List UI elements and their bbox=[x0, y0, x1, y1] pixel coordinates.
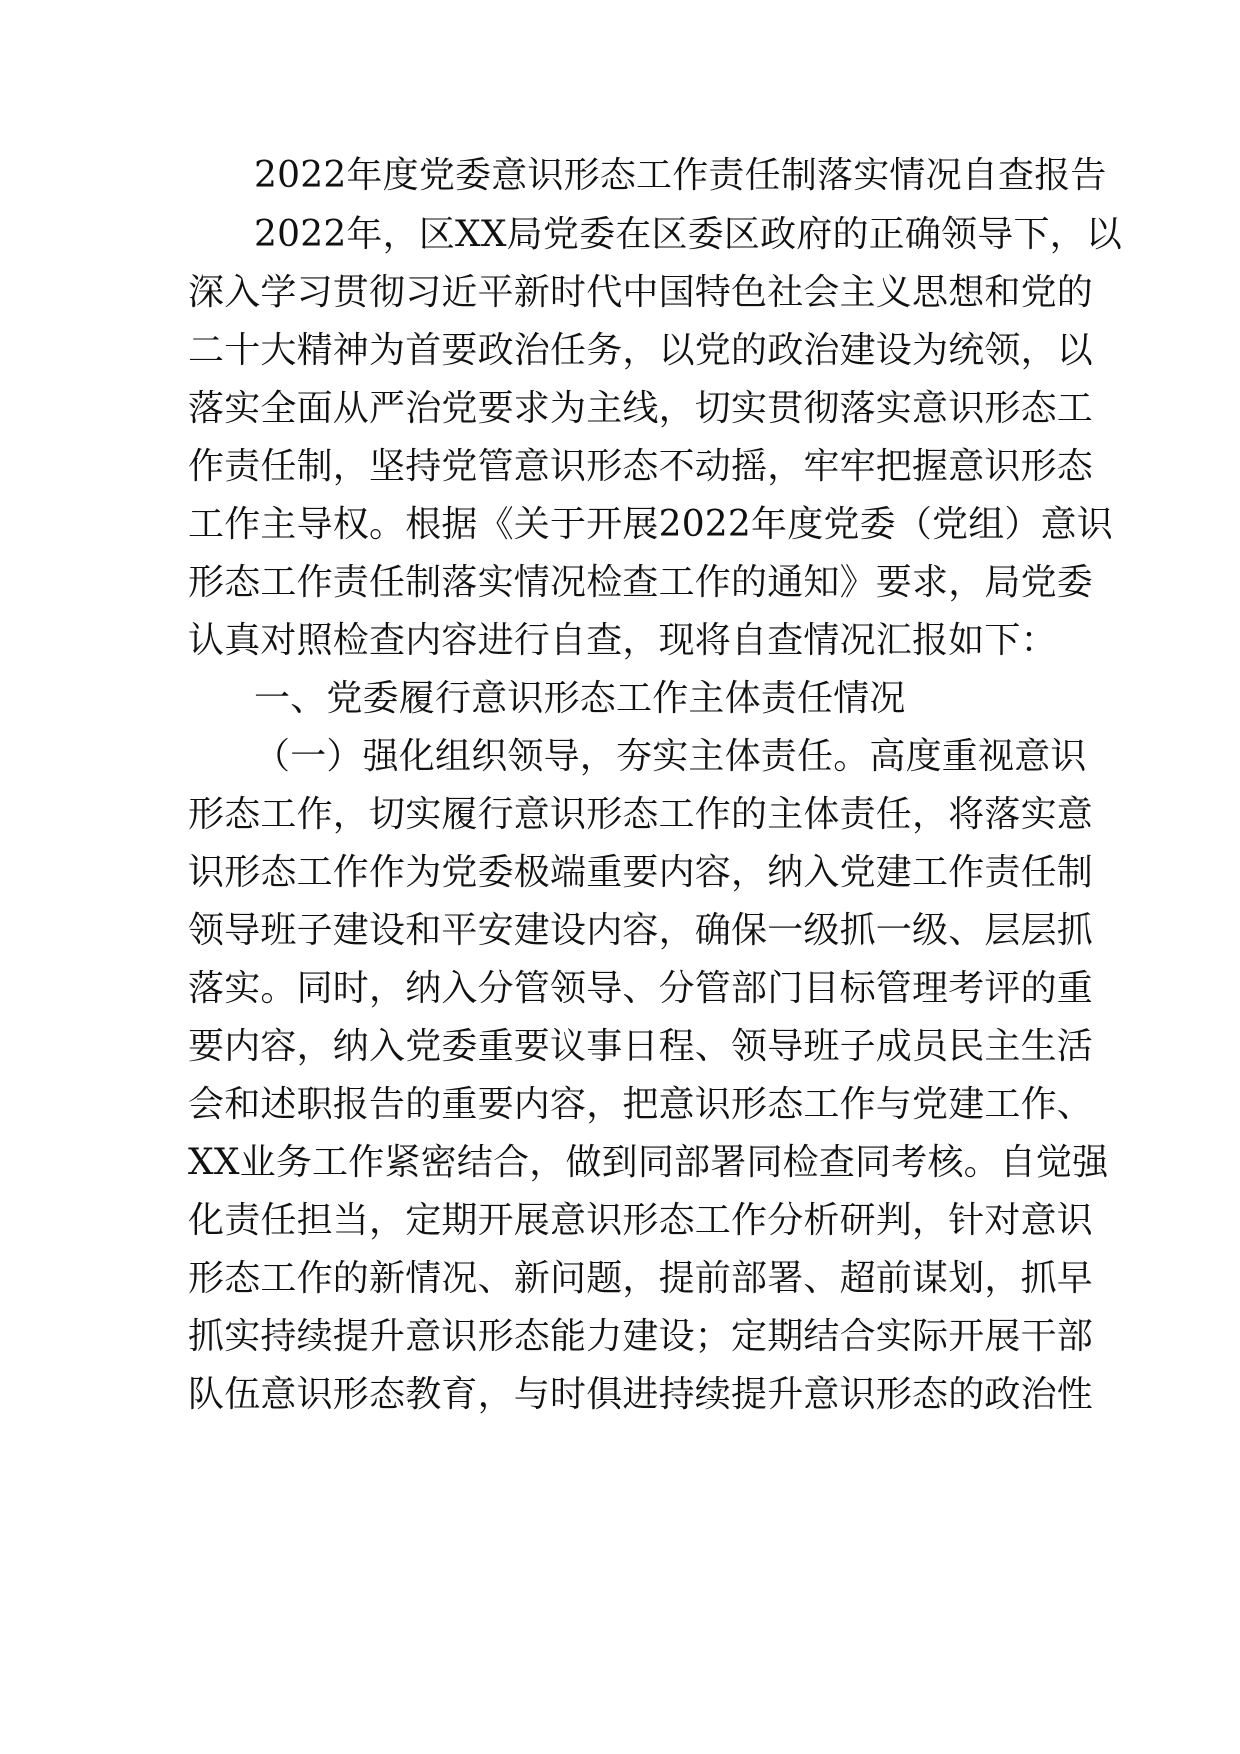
paragraph-line: （一）强化组织领导，夯实主体责任。高度重视意识 bbox=[254, 736, 1087, 777]
paragraph-line: 深入学习贯彻习近平新时代中国特色社会主义思想和党的 bbox=[188, 272, 1094, 313]
paragraph-line: 认真对照检查内容进行自查，现将自查情况汇报如下： bbox=[188, 620, 1057, 661]
paragraph-line: 二十大精神为首要政治任务，以党的政治建设为统领，以 bbox=[188, 330, 1094, 371]
paragraph-line: 落实全面从严治党要求为主线，切实贯彻落实意识形态工 bbox=[188, 388, 1094, 429]
paragraph-line: 形态工作的新情况、新问题，提前部署、超前谋划，抓早 bbox=[188, 1258, 1094, 1299]
paragraph-line: 形态工作，切实履行意识形态工作的主体责任，将落实意 bbox=[188, 794, 1094, 835]
paragraph-line: 化责任担当，定期开展意识形态工作分析研判，针对意识 bbox=[188, 1200, 1094, 1241]
paragraph-line: 队伍意识形态教育，与时俱进持续提升意识形态的政治性 bbox=[188, 1374, 1094, 1415]
paragraph-line: 识形态工作作为党委极端重要内容，纳入党建工作责任制 bbox=[188, 852, 1094, 893]
paragraph-line: 领导班子建设和平安建设内容，确保一级抓一级、层层抓 bbox=[188, 910, 1094, 951]
paragraph-line: 落实。同时，纳入分管领导、分管部门目标管理考评的重 bbox=[188, 968, 1094, 1009]
paragraph-line: 要内容，纳入党委重要议事日程、领导班子成员民主生活 bbox=[188, 1026, 1094, 1067]
paragraph-line: XX业务工作紧密结合，做到同部署同检查同考核。自觉强 bbox=[188, 1142, 1109, 1183]
paragraph-line: 形态工作责任制落实情况检查工作的通知》要求，局党委 bbox=[188, 562, 1094, 603]
paragraph-line: 抓实持续提升意识形态能力建设；定期结合实际开展干部 bbox=[188, 1316, 1094, 1357]
paragraph-line: 2022年，区XX局党委在区委区政府的正确领导下，以 bbox=[254, 214, 1123, 255]
document-title: 2022年度党委意识形态工作责任制落实情况自查报告 bbox=[254, 155, 1107, 196]
section-heading: 一、党委履行意识形态工作主体责任情况 bbox=[254, 678, 906, 719]
paragraph-line: 工作主导权。根据《关于开展2022年度党委（党组）意识 bbox=[188, 504, 1114, 545]
paragraph-line: 会和述职报告的重要内容，把意识形态工作与党建工作、 bbox=[188, 1084, 1094, 1125]
paragraph-line: 作责任制，坚持党管意识形态不动摇，牢牢把握意识形态 bbox=[188, 446, 1094, 487]
